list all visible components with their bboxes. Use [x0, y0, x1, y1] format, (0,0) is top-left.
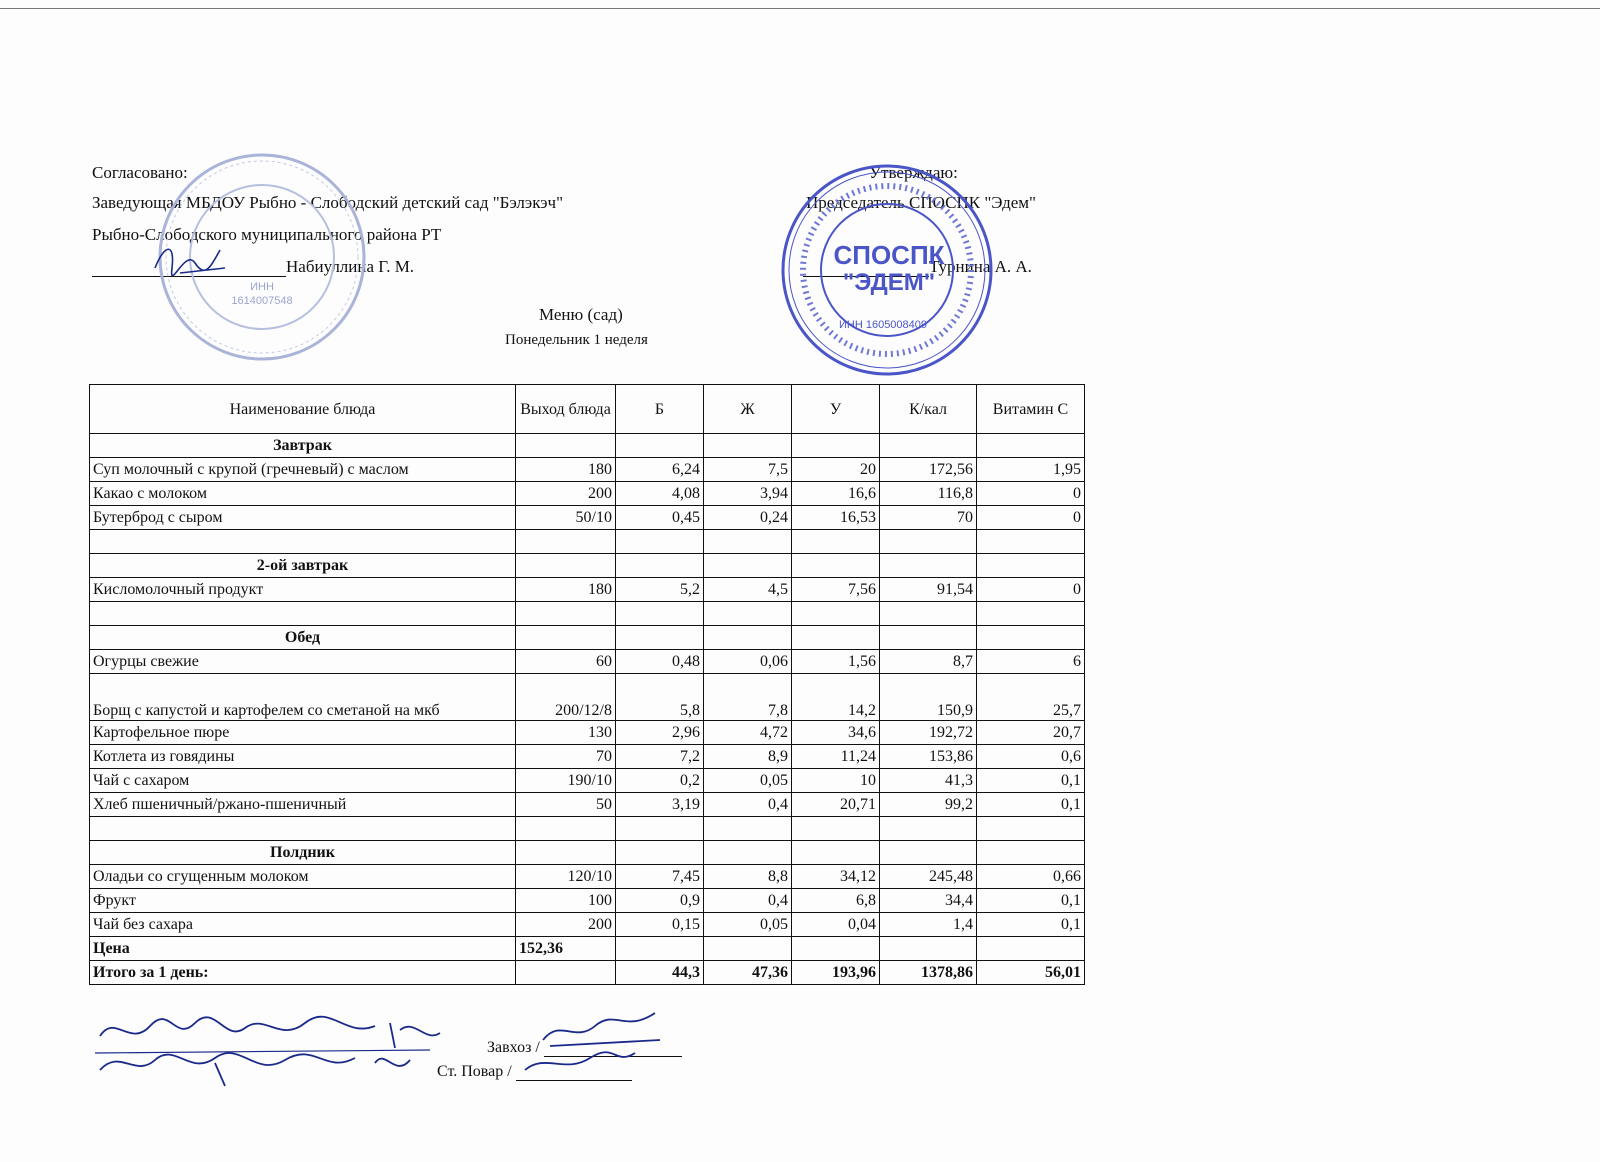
- cell-dish: Борщ с капустой и картофелем со сметаной на мкб: [90, 674, 516, 721]
- empty-cell: [880, 841, 977, 865]
- empty-cell: [616, 626, 704, 650]
- empty-cell: [880, 434, 977, 458]
- table-row: [90, 769, 1085, 793]
- cell-carbs: 16,6: [792, 482, 880, 506]
- cell-protein: 5,8: [616, 674, 704, 721]
- right-stamp-inn: ИНН 1605008409: [838, 319, 928, 331]
- blank-row: [90, 530, 1085, 554]
- empty-cell: [880, 554, 977, 578]
- empty-cell: [704, 841, 792, 865]
- cell-portion: 100: [516, 889, 616, 913]
- cell-vitamin-c: 1,95: [977, 458, 1085, 482]
- section-title: Завтрак: [90, 434, 516, 458]
- empty-cell: [977, 530, 1085, 554]
- cell-carbs: 20,71: [792, 793, 880, 817]
- cell-portion: [516, 961, 616, 985]
- table-row: [90, 913, 1085, 937]
- cell-kcal: 1,4: [880, 913, 977, 937]
- empty-cell: [516, 626, 616, 650]
- cell-vitamin-c: 0,1: [977, 793, 1085, 817]
- cell-kcal: 8,7: [880, 650, 977, 674]
- cell-vitamin-c: 25,7: [977, 674, 1085, 721]
- agreed-district: Рыбно-Слободского муниципального района РТ: [92, 225, 442, 244]
- cell-portion: 130: [516, 721, 616, 745]
- table-row: [90, 793, 1085, 817]
- empty-cell: [977, 554, 1085, 578]
- empty-cell: [616, 434, 704, 458]
- menu-table-body: [90, 434, 1085, 985]
- cell-fat: 0,05: [704, 769, 792, 793]
- header-fat: Ж: [704, 385, 792, 434]
- empty-cell: [792, 602, 880, 626]
- header-vitamin-c: Витамин С: [977, 385, 1085, 434]
- cell-dish: Бутерброд с сыром: [90, 506, 516, 530]
- page-subtitle: Понедельник 1 неделя: [505, 332, 648, 348]
- cell-carbs: 10: [792, 769, 880, 793]
- cell-vitamin-c: 0,66: [977, 865, 1085, 889]
- cell-fat: 0,4: [704, 889, 792, 913]
- cell-protein: [616, 937, 704, 961]
- cell-protein: 2,96: [616, 721, 704, 745]
- empty-cell: [616, 817, 704, 841]
- cell-fat: 3,94: [704, 482, 792, 506]
- cell-vitamin-c: 56,01: [977, 961, 1085, 985]
- cell-kcal: 153,86: [880, 745, 977, 769]
- storekeeper-label: Завхоз /: [487, 1039, 540, 1056]
- empty-cell: [90, 530, 516, 554]
- agreed-label: Согласовано:: [92, 163, 188, 182]
- approve-name: Турнина А. А.: [929, 257, 1032, 276]
- cell-dish: Какао с молоком: [90, 482, 516, 506]
- cell-portion: 200/12/8: [516, 674, 616, 721]
- empty-cell: [704, 434, 792, 458]
- cell-carbs: 16,53: [792, 506, 880, 530]
- cell-kcal: 70: [880, 506, 977, 530]
- cell-protein: 0,48: [616, 650, 704, 674]
- table-row: [90, 865, 1085, 889]
- cell-dish: Цена: [90, 937, 516, 961]
- cell-kcal: 172,56: [880, 458, 977, 482]
- scan-edge-line: [0, 8, 1600, 9]
- cell-kcal: 192,72: [880, 721, 977, 745]
- empty-cell: [516, 434, 616, 458]
- cell-fat: 0,06: [704, 650, 792, 674]
- empty-cell: [704, 530, 792, 554]
- empty-cell: [90, 817, 516, 841]
- cell-dish: Оладьи со сгущенным молоком: [90, 865, 516, 889]
- footer-handwritten-signatures: [95, 1008, 695, 1088]
- header-dish: Наименование блюда: [90, 385, 516, 434]
- cell-dish: Котлета из говядины: [90, 745, 516, 769]
- cell-kcal: 34,4: [880, 889, 977, 913]
- empty-cell: [616, 530, 704, 554]
- empty-cell: [792, 626, 880, 650]
- empty-cell: [616, 602, 704, 626]
- empty-cell: [977, 434, 1085, 458]
- cell-portion: 190/10: [516, 769, 616, 793]
- cell-protein: 4,08: [616, 482, 704, 506]
- cell-dish: Фрукт: [90, 889, 516, 913]
- cell-vitamin-c: 0: [977, 578, 1085, 602]
- empty-cell: [516, 602, 616, 626]
- cell-protein: 0,2: [616, 769, 704, 793]
- table-row: [90, 745, 1085, 769]
- cell-carbs: 0,04: [792, 913, 880, 937]
- cell-vitamin-c: 0,1: [977, 769, 1085, 793]
- empty-cell: [704, 554, 792, 578]
- header-portion: Выход блюда: [516, 385, 616, 434]
- cell-kcal: 116,8: [880, 482, 977, 506]
- table-row: [90, 506, 1085, 530]
- cell-dish: Кисломолочный продукт: [90, 578, 516, 602]
- cell-portion: 200: [516, 913, 616, 937]
- cell-carbs: 7,56: [792, 578, 880, 602]
- cell-kcal: 99,2: [880, 793, 977, 817]
- cell-vitamin-c: 0,1: [977, 913, 1085, 937]
- left-stamp-inn-number: 1614007548: [231, 295, 293, 307]
- cell-fat: 0,05: [704, 913, 792, 937]
- empty-cell: [792, 554, 880, 578]
- cell-fat: 8,9: [704, 745, 792, 769]
- section-row: [90, 841, 1085, 865]
- empty-cell: [880, 817, 977, 841]
- section-title: Полдник: [90, 841, 516, 865]
- header-kcal: К/кал: [880, 385, 977, 434]
- cell-vitamin-c: 0: [977, 482, 1085, 506]
- page-title: Меню (сад): [539, 305, 623, 324]
- cell-protein: 0,9: [616, 889, 704, 913]
- cell-kcal: 245,48: [880, 865, 977, 889]
- empty-cell: [792, 434, 880, 458]
- cell-dish: Итого за 1 день:: [90, 961, 516, 985]
- empty-cell: [792, 841, 880, 865]
- agreed-position: Заведующая МБДОУ Рыбно - Слободский детский сад "Бэлэкэч": [92, 193, 564, 212]
- right-round-stamp-icon: [777, 160, 997, 380]
- cell-protein: 44,3: [616, 961, 704, 985]
- section-row: [90, 626, 1085, 650]
- section-title: 2-ой завтрак: [90, 554, 516, 578]
- empty-cell: [616, 554, 704, 578]
- cell-dish: Суп молочный с крупой (гречневый) с маслом: [90, 458, 516, 482]
- table-row: [90, 650, 1085, 674]
- table-row: [90, 721, 1085, 745]
- cell-portion: 50/10: [516, 506, 616, 530]
- menu-table: [89, 384, 1085, 985]
- empty-cell: [516, 817, 616, 841]
- header-protein: Б: [616, 385, 704, 434]
- table-row: [90, 482, 1085, 506]
- cell-fat: 47,36: [704, 961, 792, 985]
- table-row: [90, 889, 1085, 913]
- empty-cell: [516, 530, 616, 554]
- empty-cell: [704, 602, 792, 626]
- cell-kcal: 41,3: [880, 769, 977, 793]
- table-row: [90, 674, 1085, 721]
- cell-carbs: 11,24: [792, 745, 880, 769]
- price-row: [90, 937, 1085, 961]
- cell-fat: [704, 937, 792, 961]
- section-title: Обед: [90, 626, 516, 650]
- empty-cell: [792, 817, 880, 841]
- cell-protein: 3,19: [616, 793, 704, 817]
- cell-kcal: 1378,86: [880, 961, 977, 985]
- section-row: [90, 554, 1085, 578]
- empty-cell: [880, 602, 977, 626]
- empty-cell: [977, 841, 1085, 865]
- cell-dish: Огурцы свежие: [90, 650, 516, 674]
- cell-dish: Чай с сахаром: [90, 769, 516, 793]
- cell-portion: 180: [516, 458, 616, 482]
- cell-vitamin-c: 0: [977, 506, 1085, 530]
- cell-protein: 6,24: [616, 458, 704, 482]
- cell-kcal: [880, 937, 977, 961]
- left-stamp-inn-label: ИНН: [250, 281, 274, 293]
- cell-fat: 0,24: [704, 506, 792, 530]
- empty-cell: [977, 817, 1085, 841]
- cell-vitamin-c: 0,6: [977, 745, 1085, 769]
- table-header-row: [90, 385, 1085, 434]
- cell-dish: Хлеб пшеничный/ржано-пшеничный: [90, 793, 516, 817]
- empty-cell: [704, 817, 792, 841]
- empty-cell: [90, 602, 516, 626]
- empty-cell: [792, 530, 880, 554]
- cell-protein: 0,45: [616, 506, 704, 530]
- approve-label: Утверждаю:: [869, 163, 958, 182]
- cell-fat: 8,8: [704, 865, 792, 889]
- header-carbs: У: [792, 385, 880, 434]
- cell-protein: 7,45: [616, 865, 704, 889]
- table-row: [90, 578, 1085, 602]
- right-stamp-org-brand: "ЭДЕМ": [842, 269, 936, 296]
- cell-kcal: 150,9: [880, 674, 977, 721]
- cell-carbs: 193,96: [792, 961, 880, 985]
- approve-position: Председатель СПОСПК "Эдем": [806, 193, 1036, 212]
- right-stamp-org-name: СПОСПК: [833, 240, 945, 270]
- cell-portion: 60: [516, 650, 616, 674]
- cell-fat: 7,5: [704, 458, 792, 482]
- cell-vitamin-c: 20,7: [977, 721, 1085, 745]
- cell-portion: 180: [516, 578, 616, 602]
- cell-kcal: 91,54: [880, 578, 977, 602]
- cell-protein: 0,15: [616, 913, 704, 937]
- cell-portion: 120/10: [516, 865, 616, 889]
- cell-portion: 70: [516, 745, 616, 769]
- cell-vitamin-c: 6: [977, 650, 1085, 674]
- empty-cell: [880, 530, 977, 554]
- cell-fat: 4,5: [704, 578, 792, 602]
- cell-carbs: 1,56: [792, 650, 880, 674]
- cell-carbs: 6,8: [792, 889, 880, 913]
- blank-row: [90, 817, 1085, 841]
- table-row: [90, 458, 1085, 482]
- cell-carbs: 20: [792, 458, 880, 482]
- cell-portion: 200: [516, 482, 616, 506]
- left-handwritten-signature: [150, 238, 230, 283]
- cell-carbs: 34,6: [792, 721, 880, 745]
- cell-carbs: 14,2: [792, 674, 880, 721]
- cell-fat: 4,72: [704, 721, 792, 745]
- empty-cell: [880, 626, 977, 650]
- cell-vitamin-c: [977, 937, 1085, 961]
- blank-row: [90, 602, 1085, 626]
- cell-dish: Картофельное пюре: [90, 721, 516, 745]
- cell-protein: 5,2: [616, 578, 704, 602]
- section-row: [90, 434, 1085, 458]
- cell-portion: 152,36: [516, 937, 616, 961]
- cell-protein: 7,2: [616, 745, 704, 769]
- cell-carbs: 34,12: [792, 865, 880, 889]
- cell-fat: 0,4: [704, 793, 792, 817]
- empty-cell: [516, 554, 616, 578]
- agreed-name: Набиуллина Г. М.: [286, 257, 415, 276]
- empty-cell: [616, 841, 704, 865]
- total-row: [90, 961, 1085, 985]
- cell-vitamin-c: 0,1: [977, 889, 1085, 913]
- cell-portion: 50: [516, 793, 616, 817]
- empty-cell: [977, 602, 1085, 626]
- empty-cell: [704, 626, 792, 650]
- cell-carbs: [792, 937, 880, 961]
- chef-label: Ст. Повар /: [437, 1063, 512, 1080]
- cell-dish: Чай без сахара: [90, 913, 516, 937]
- empty-cell: [977, 626, 1085, 650]
- cell-fat: 7,8: [704, 674, 792, 721]
- empty-cell: [516, 841, 616, 865]
